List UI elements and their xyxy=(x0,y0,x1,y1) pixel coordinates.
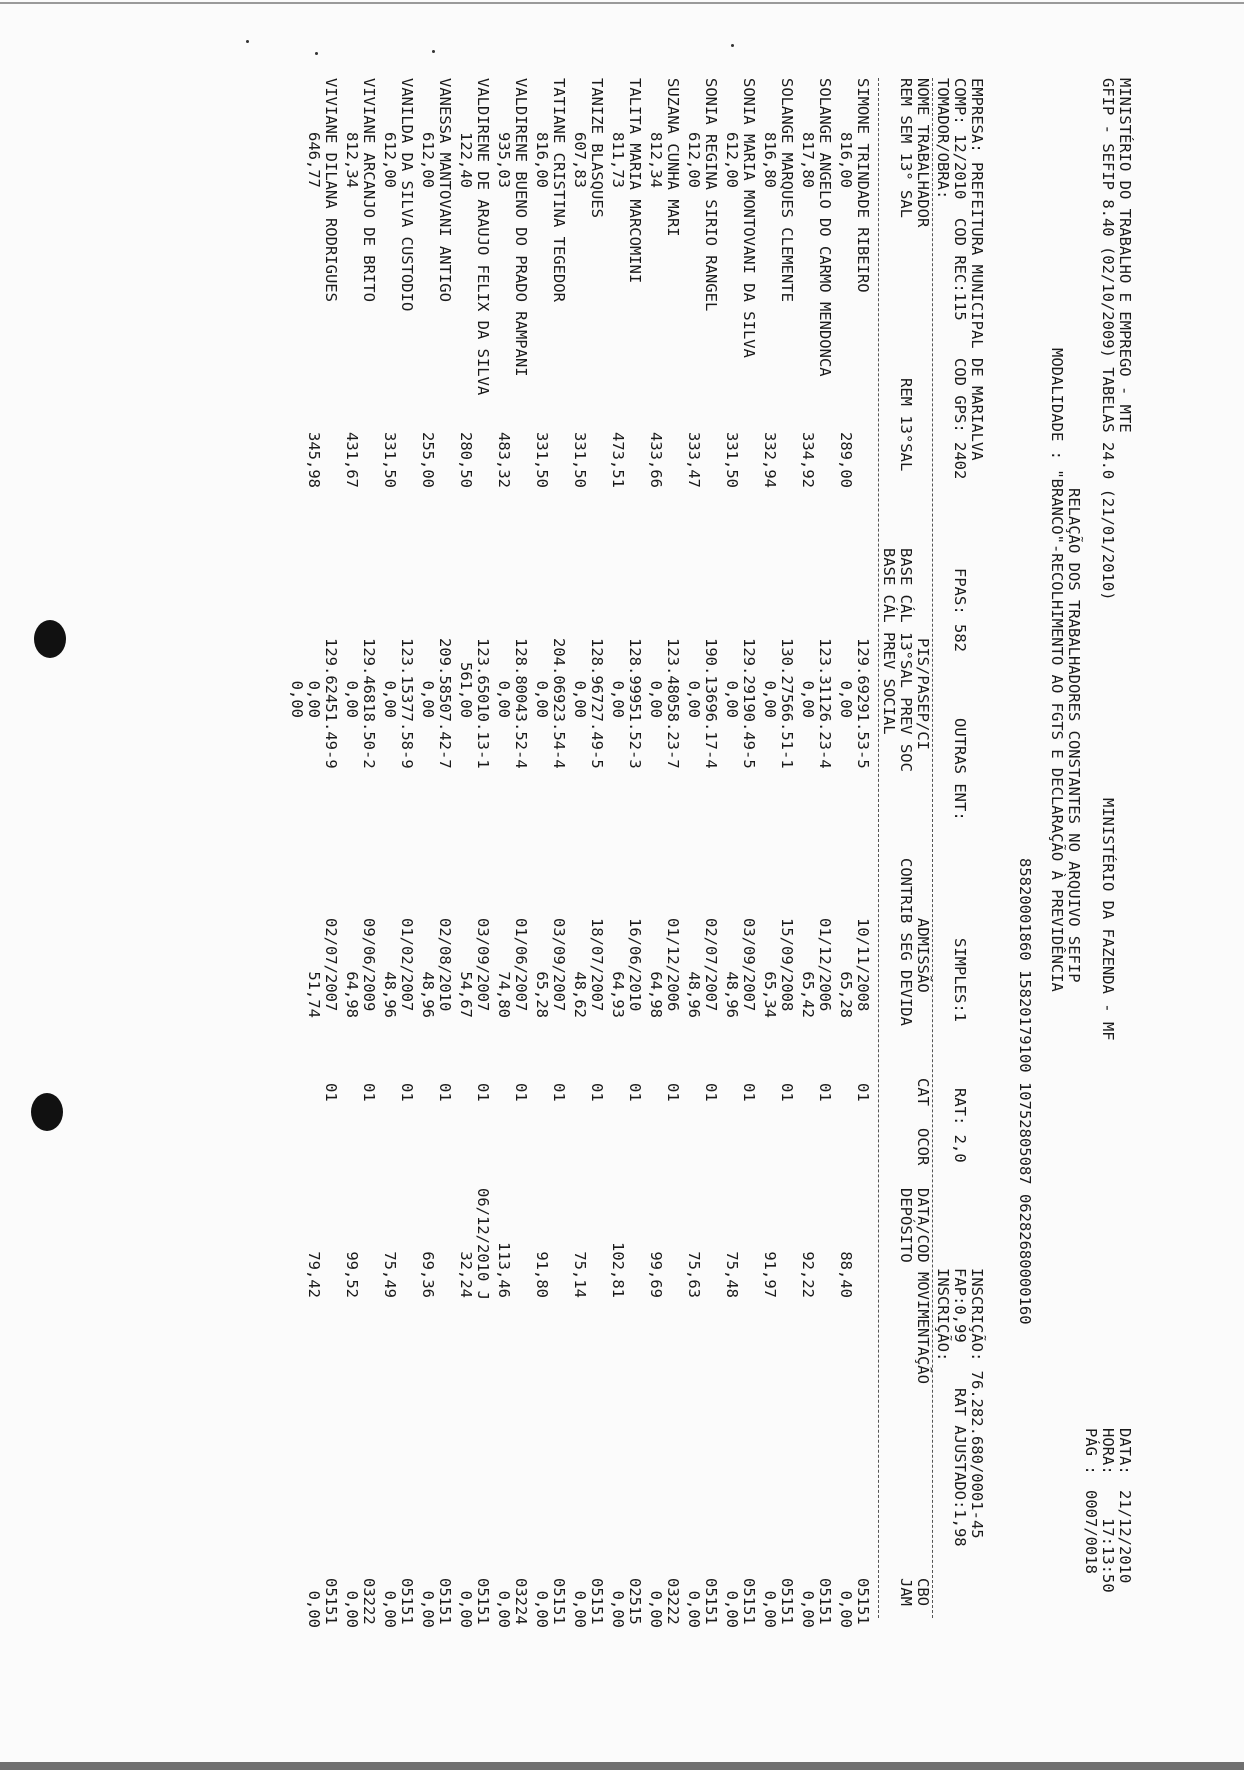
ministry-fazenda: MINISTÉRIO DA FAZENDA - MF xyxy=(1099,798,1117,1041)
cod-gps: COD GPS: 2402 xyxy=(951,358,969,480)
worker-pis: 209.58507.42-7 xyxy=(436,638,454,769)
worker-base-13: 0,00 xyxy=(495,680,513,718)
worker-name: SOLANGE ANGELO DO CARMO MENDONCA xyxy=(816,78,834,377)
worker-cat: 01 xyxy=(702,1083,720,1102)
col-admissao: ADMISSÃO xyxy=(914,918,932,993)
worker-deposito: 91,97 xyxy=(761,1251,779,1298)
worker-name: SUZANA CUNHA MARI xyxy=(664,78,682,237)
worker-name: SONIA REGINA SIRIO RANGEL xyxy=(702,78,720,312)
worker-name: VIVIANE ARCANJO DE BRITO xyxy=(360,78,378,302)
worker-contrib: 64,93 xyxy=(609,971,627,1018)
worker-jam: 0,00 xyxy=(761,1590,779,1628)
header-line-1 xyxy=(1116,78,1134,1584)
worker-deposito: 79,42 xyxy=(305,1251,323,1298)
worker-base-13: 0,00 xyxy=(305,680,323,718)
column-header-line-2 xyxy=(897,78,915,1606)
worker-rem-sem-13: 646,77 xyxy=(305,132,323,188)
worker-jam: 0,00 xyxy=(799,1590,817,1628)
tomador: TOMADOR/OBRA: xyxy=(934,78,952,200)
worker-cbo: 03222 xyxy=(664,1578,682,1625)
hora-label: HORA: xyxy=(1099,1428,1117,1475)
worker-deposito: 99,69 xyxy=(647,1251,665,1298)
worker-deposito: 32,24 xyxy=(457,1251,475,1298)
worker-contrib: 64,98 xyxy=(647,971,665,1018)
worker-deposito: 69,36 xyxy=(419,1251,437,1298)
col-rem-13: REM 13°SAL xyxy=(897,378,915,472)
worker-cat: 01 xyxy=(778,1083,796,1102)
simples: SIMPLES:1 xyxy=(951,938,969,1022)
worker-pis: 128.96727.49-5 xyxy=(588,638,606,769)
worker-rem-sem-13: 612,00 xyxy=(381,132,399,188)
worker-cbo: 05151 xyxy=(740,1578,758,1625)
worker-cbo: 05151 xyxy=(588,1578,606,1625)
fap: FAP:0,99 xyxy=(951,1268,969,1343)
empresa: EMPRESA: PREFEITURA MUNICIPAL DE MARIALVA xyxy=(968,78,986,461)
worker-jam: 0,00 xyxy=(837,1590,855,1628)
page-top-edge xyxy=(0,2,1244,4)
worker-cat: 01 xyxy=(512,1083,530,1102)
worker-contrib: 48,96 xyxy=(419,971,437,1018)
worker-rem-13: 345,98 xyxy=(305,432,323,488)
worker-rem-13: 255,00 xyxy=(419,432,437,488)
worker-cbo: 05151 xyxy=(322,1578,340,1625)
worker-pis: 129.62451.49-9 xyxy=(322,638,340,769)
worker-pis: 123.48058.23-7 xyxy=(664,638,682,769)
worker-contrib: 48,96 xyxy=(723,971,741,1018)
page-bottom-edge xyxy=(0,1762,1244,1770)
worker-admissao: 02/08/2010 xyxy=(436,918,454,1012)
worker-base-13: 0,00 xyxy=(609,680,627,718)
worker-name: SOLANGE MARQUES CLEMENTE xyxy=(778,78,796,302)
scan-speck xyxy=(246,40,249,43)
worker-contrib: 65,28 xyxy=(837,971,855,1018)
worker-admissao: 01/06/2007 xyxy=(512,918,530,1012)
worker-cbo: 03222 xyxy=(360,1578,378,1625)
worker-cat: 01 xyxy=(322,1083,340,1102)
worker-rem-13: 280,50 xyxy=(457,432,475,488)
worker-deposito: 75,14 xyxy=(571,1251,589,1298)
worker-cat: 01 xyxy=(436,1083,454,1102)
worker-cat: 01 xyxy=(588,1083,606,1102)
worker-cat: 01 xyxy=(398,1083,416,1102)
worker-rem-13: 331,50 xyxy=(723,432,741,488)
scan-speck xyxy=(315,52,318,55)
worker-name: VANESSA MANTOVANI ANTIGO xyxy=(436,78,454,302)
worker-name: TALITA MARIA MARCOMINI xyxy=(626,78,644,284)
header-line-2 xyxy=(1099,78,1117,1593)
company-line-2 xyxy=(951,78,969,1547)
col-jam: JAM xyxy=(897,1578,915,1606)
worker-admissao: 03/09/2007 xyxy=(740,918,758,1012)
worker-jam: 0,00 xyxy=(305,1590,323,1628)
worker-pis: 123.31126.23-4 xyxy=(816,638,834,769)
worker-rem-13: 331,50 xyxy=(381,432,399,488)
worker-contrib: 64,98 xyxy=(343,971,361,1018)
header-line-4 xyxy=(1065,78,1083,983)
worker-admissao: 09/06/2009 xyxy=(360,918,378,1012)
worker-rem-sem-13: 816,00 xyxy=(837,132,855,188)
worker-rem-sem-13: 607,83 xyxy=(571,132,589,188)
col-cat: CAT xyxy=(914,1078,932,1106)
column-header-line-3 xyxy=(880,78,898,735)
worker-jam: 0,00 xyxy=(685,1590,703,1628)
worker-pis: 128.99951.52-3 xyxy=(626,638,644,769)
columns-divider xyxy=(878,78,879,1618)
company-line-3 xyxy=(934,78,952,1362)
worker-cat: 01 xyxy=(360,1083,378,1102)
worker-cbo: 05151 xyxy=(778,1578,796,1625)
worker-pis: 129.29190.49-5 xyxy=(740,638,758,769)
rat-ajustado: RAT AJUSTADO:1,98 xyxy=(951,1388,969,1547)
worker-rem-13: 483,32 xyxy=(495,432,513,488)
worker-base-13: 561,00 xyxy=(457,662,475,718)
worker-cbo: 05151 xyxy=(702,1578,720,1625)
cod-rec: COD REC:115 xyxy=(951,218,969,321)
worker-rem-sem-13: 935,03 xyxy=(495,132,513,188)
worker-cat: 01 xyxy=(816,1083,834,1102)
worker-cbo: 05151 xyxy=(550,1578,568,1625)
worker-admissao: 01/02/2007 xyxy=(398,918,416,1012)
col-base-prev: BASE CÁL PREV SOCIAL xyxy=(880,548,898,735)
worker-base-13: 0,00 xyxy=(419,680,437,718)
col-nome: NOME TRABALHADOR xyxy=(914,78,932,228)
worker-rem-13: 334,92 xyxy=(799,432,817,488)
col-data-cod-mov: DATA/COD MOVIMENTAÇÃO xyxy=(914,1188,932,1384)
outras-ent: OUTRAS ENT: xyxy=(951,718,969,821)
worker-admissao: 18/07/2007 xyxy=(588,918,606,1012)
worker-jam: 0,00 xyxy=(419,1590,437,1628)
worker-contrib: 48,96 xyxy=(381,971,399,1018)
worker-admissao: 16/06/2010 xyxy=(626,918,644,1012)
worker-admissao: 15/09/2008 xyxy=(778,918,796,1012)
worker-contrib: 54,67 xyxy=(457,971,475,1018)
worker-movimentacao: 06/12/2010 J xyxy=(474,1188,492,1300)
col-contrib: CONTRIB SEG DEVIDA xyxy=(897,858,915,1026)
worker-base-13: 0,00 xyxy=(685,680,703,718)
data-label: DATA: xyxy=(1116,1428,1134,1475)
worker-deposito: 75,63 xyxy=(685,1251,703,1298)
worker-name: VALDIRENE BUENO DO PRADO RAMPANI xyxy=(512,78,530,377)
scan-speck xyxy=(731,44,734,47)
worker-pis: 190.13696.17-4 xyxy=(702,638,720,769)
inscricao-tomador: INSCRIÇÃO: xyxy=(934,1268,952,1362)
worker-deposito: 99,52 xyxy=(343,1251,361,1298)
worker-rem-sem-13: 122,40 xyxy=(457,132,475,188)
worker-cbo: 05151 xyxy=(436,1578,454,1625)
worker-admissao: 03/09/2007 xyxy=(474,918,492,1012)
header-divider xyxy=(932,78,933,1618)
worker-cbo: 05151 xyxy=(398,1578,416,1625)
worker-deposito: 102,81 xyxy=(609,1242,627,1298)
worker-jam: 0,00 xyxy=(381,1590,399,1628)
worker-rem-13: 433,66 xyxy=(647,432,665,488)
worker-rem-13: 331,50 xyxy=(571,432,589,488)
report-title: RELAÇÃO DOS TRABALHADORES CONSTANTES NO ARQUIVO SEFIP xyxy=(1065,488,1083,983)
worker-rem-sem-13: 812,34 xyxy=(343,132,361,188)
column-header-line-1 xyxy=(914,78,932,1606)
worker-rem-sem-13: 612,00 xyxy=(723,132,741,188)
worker-contrib: 74,80 xyxy=(495,971,513,1018)
worker-contrib: 65,28 xyxy=(533,971,551,1018)
scan-speck xyxy=(432,50,435,53)
worker-name: TANIZE BLASQUES xyxy=(588,78,606,218)
worker-contrib: 65,34 xyxy=(761,971,779,1018)
worker-base-13: 0,00 xyxy=(723,680,741,718)
worker-base-13: 0,00 xyxy=(761,680,779,718)
worker-name: TATIANE CRISTINA TEGEDOR xyxy=(550,78,568,302)
worker-jam: 0,00 xyxy=(343,1590,361,1628)
worker-deposito: 113,46 xyxy=(495,1242,513,1298)
worker-name: SIMONE TRINDADE RIBEIRO xyxy=(854,78,872,293)
worker-admissao: 01/12/2006 xyxy=(664,918,682,1012)
barcode-digits: 85820001860 15820179100 10752805087 06282680000160 xyxy=(1016,858,1034,1325)
worker-jam: 0,00 xyxy=(571,1590,589,1628)
company-line-1 xyxy=(968,78,986,1539)
worker-rem-sem-13: 816,00 xyxy=(533,132,551,188)
worker-rem-sem-13: 816,80 xyxy=(761,132,779,188)
worker-deposito: 91,80 xyxy=(533,1251,551,1298)
worker-rem-13: 289,00 xyxy=(837,432,855,488)
sefip-report xyxy=(53,78,1133,1728)
worker-rem-sem-13: 812,34 xyxy=(647,132,665,188)
data-value: 21/12/2010 xyxy=(1116,1490,1134,1584)
col-pis: PIS/PASEP/CI xyxy=(914,638,932,750)
worker-cat: 01 xyxy=(550,1083,568,1102)
worker-cbo: 05151 xyxy=(854,1578,872,1625)
worker-rem-13: 431,67 xyxy=(343,432,361,488)
worker-contrib: 65,42 xyxy=(799,971,817,1018)
worker-pis: 129.46818.50-2 xyxy=(360,638,378,769)
comp: COMP: 12/2010 xyxy=(951,78,969,200)
worker-name: VALDIRENE DE ARAUJO FELIX DA SILVA xyxy=(474,78,492,396)
worker-rem-sem-13: 612,00 xyxy=(685,132,703,188)
worker-jam: 0,00 xyxy=(457,1590,475,1628)
worker-deposito: 75,49 xyxy=(381,1251,399,1298)
worker-rem-13: 332,94 xyxy=(761,432,779,488)
worker-cbo: 03224 xyxy=(512,1578,530,1625)
worker-rem-sem-13: 817,80 xyxy=(799,132,817,188)
worker-base-prev: 0,00 xyxy=(288,680,306,718)
inscricao: INSCRIÇÃO: 76.282.680/0001-45 xyxy=(968,1268,986,1539)
worker-jam: 0,00 xyxy=(723,1590,741,1628)
worker-admissao: 02/07/2007 xyxy=(702,918,720,1012)
worker-cbo: 05151 xyxy=(474,1578,492,1625)
worker-contrib: 48,96 xyxy=(685,971,703,1018)
worker-name: VANILDA DA SILVA CUSTODIO xyxy=(398,78,416,312)
pag-label: PÁG : xyxy=(1082,1428,1100,1475)
worker-cat: 01 xyxy=(740,1083,758,1102)
col-rem-sem-13: REM SEM 13° SAL xyxy=(897,78,915,218)
worker-admissao: 02/07/2007 xyxy=(322,918,340,1012)
worker-rem-13: 333,47 xyxy=(685,432,703,488)
worker-pis: 123.65010.13-1 xyxy=(474,638,492,769)
rat: RAT: 2,0 xyxy=(951,1088,969,1163)
header-line-6 xyxy=(1016,78,1034,1325)
worker-deposito: 92,22 xyxy=(799,1251,817,1298)
worker-rem-13: 331,50 xyxy=(533,432,551,488)
worker-name: SONIA MARIA MONTOVANI DA SILVA xyxy=(740,78,758,358)
worker-jam: 0,00 xyxy=(533,1590,551,1628)
worker-rem-13: 473,51 xyxy=(609,432,627,488)
worker-cbo: 05151 xyxy=(816,1578,834,1625)
worker-cat: 01 xyxy=(626,1083,644,1102)
worker-name: VIVIANE DILANA RODRIGUES xyxy=(322,78,340,302)
worker-jam: 0,00 xyxy=(647,1590,665,1628)
worker-cat: 01 xyxy=(664,1083,682,1102)
worker-contrib: 51,74 xyxy=(305,971,323,1018)
worker-base-13: 0,00 xyxy=(381,680,399,718)
worker-deposito: 88,40 xyxy=(837,1251,855,1298)
system-version: GFIP - SEFIP 8.40 (02/10/2009) TABELAS 24.0 (21/01/2010) xyxy=(1099,78,1117,601)
worker-admissao: 10/11/2008 xyxy=(854,918,872,1012)
col-ocor: OCOR xyxy=(914,1128,932,1166)
worker-cat: 01 xyxy=(854,1083,872,1102)
hora-value: 17:13:50 xyxy=(1099,1518,1117,1593)
worker-pis: 204.06923.54-4 xyxy=(550,638,568,769)
worker-cbo: 02515 xyxy=(626,1578,644,1625)
pag-value: 0007/0018 xyxy=(1082,1490,1100,1574)
worker-deposito: 75,48 xyxy=(723,1251,741,1298)
worker-base-13: 0,00 xyxy=(837,680,855,718)
header-line-3 xyxy=(1082,78,1100,1574)
col-cbo: CBO xyxy=(914,1578,932,1606)
worker-rem-sem-13: 612,00 xyxy=(419,132,437,188)
worker-rem-sem-13: 811,73 xyxy=(609,132,627,188)
worker-jam: 0,00 xyxy=(609,1590,627,1628)
worker-pis: 123.15377.58-9 xyxy=(398,638,416,769)
worker-admissao: 01/12/2006 xyxy=(816,918,834,1012)
worker-pis: 128.80043.52-4 xyxy=(512,638,530,769)
worker-cat: 01 xyxy=(474,1083,492,1102)
worker-pis: 129.69291.53-5 xyxy=(854,638,872,769)
col-base-13: BASE CÁL 13°SAL PREV SOC xyxy=(897,548,915,772)
ministry-trabalho: MINISTÉRIO DO TRABALHO E EMPREGO - MTE xyxy=(1116,78,1134,433)
modalidade: MODALIDADE : "BRANCO"-RECOLHIMENTO AO FGTS E DECLARAÇÃO À PREVIDÊNCIA xyxy=(1048,348,1066,992)
fpas: FPAS: 582 xyxy=(951,568,969,652)
worker-admissao: 03/09/2007 xyxy=(550,918,568,1012)
worker-contrib: 48,62 xyxy=(571,971,589,1018)
worker-base-13: 0,00 xyxy=(647,680,665,718)
worker-jam: 0,00 xyxy=(495,1590,513,1628)
worker-base-13: 0,00 xyxy=(533,680,551,718)
worker-base-13: 0,00 xyxy=(799,680,817,718)
worker-base-13: 0,00 xyxy=(343,680,361,718)
col-deposito: DEPÓSITO xyxy=(897,1188,915,1263)
worker-pis: 130.27566.51-1 xyxy=(778,638,796,769)
worker-base-13: 0,00 xyxy=(571,680,589,718)
header-line-5 xyxy=(1048,78,1066,992)
